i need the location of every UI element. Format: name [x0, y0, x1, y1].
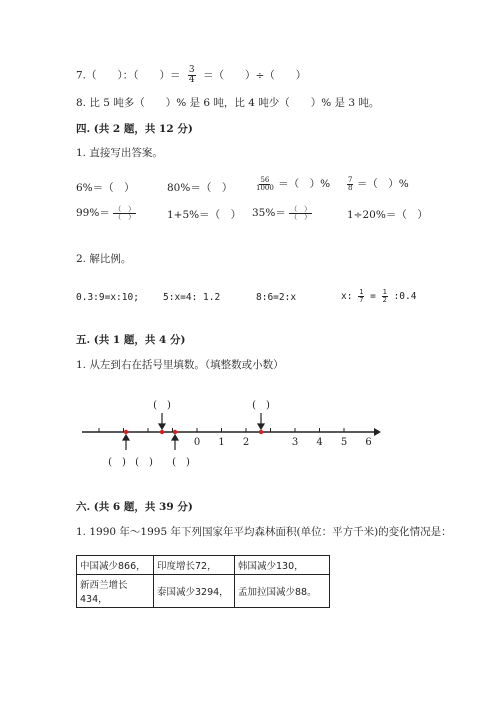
- calc-56-1000-frac: [255, 177, 275, 192]
- calc-80pct: 80%＝（ ）: [167, 182, 233, 194]
- frac-den: 1000: [256, 183, 274, 192]
- table-cell: 孟加拉国减少88。: [235, 575, 330, 608]
- ratio-a: 0.3:9=x:10;: [76, 292, 139, 303]
- down-arrow-head: [258, 424, 264, 429]
- tick-label-2: 2: [242, 437, 250, 448]
- calc-99pct-frac: [113, 206, 136, 221]
- calc-7-8-tail: ＝（ ）%: [356, 178, 409, 190]
- q7-frac-num: 3: [188, 65, 195, 75]
- frac-num: （ ）: [114, 204, 136, 213]
- section6-heading: 六. (共 6 题，共 39 分): [76, 501, 193, 513]
- frac-den: 7: [359, 296, 364, 304]
- frac-num: 56: [260, 175, 270, 184]
- calc-6pct: 6%＝（ ）: [76, 182, 135, 194]
- section4-heading: 四. (共 2 题，共 12 分): [76, 123, 193, 135]
- frac-den: 8: [348, 183, 353, 192]
- tick-label-0: 0: [193, 437, 201, 448]
- frac-num: 1: [382, 288, 387, 296]
- q7-line: [76, 66, 306, 85]
- frac-den: 2: [382, 296, 387, 304]
- ratio-d-frac1: [358, 289, 364, 304]
- point-marker: [160, 430, 164, 434]
- calc-7-8-frac: [347, 177, 353, 192]
- q7-suffix: ＝（ ）÷（ ）: [202, 69, 307, 82]
- calc-7-8: [347, 176, 409, 192]
- table-row: [77, 575, 330, 608]
- table-cell: 泰国减少3294，: [154, 575, 235, 608]
- table-row: [77, 556, 330, 575]
- calc-56-1000: [255, 176, 330, 192]
- blank-top-1[interactable]: ( ): [153, 400, 171, 411]
- section6-q1-label: 1. 1990 年～1995 年下列国家年平均森林面积(单位：平方千米)的变化情况是：: [76, 526, 452, 538]
- calc-99pct-pre: 99%＝: [76, 207, 110, 219]
- blank-top-2[interactable]: ( ): [252, 400, 270, 411]
- section5-q1-label: 1. 从左到右在括号里填数。（填整数或小数）: [76, 359, 284, 371]
- q7-prefix: 7.（ ）：（ ）＝: [76, 69, 181, 82]
- forest-table: [76, 555, 330, 608]
- axis-arrowhead: [374, 428, 381, 436]
- section5-heading: 五. (共 1 题，共 4 分): [76, 334, 186, 346]
- table-cell: 韩国减少130，: [235, 556, 330, 575]
- point-marker: [124, 430, 128, 434]
- calc-35pct: [252, 205, 312, 221]
- calc-35pct-pre: 35%＝: [252, 207, 286, 219]
- tick-label-3: 3: [291, 437, 299, 448]
- section4-q2-label: 2. 解比例。: [76, 253, 132, 265]
- blank-bottom-2[interactable]: ( ): [135, 457, 153, 468]
- table-cell: 中国减少866，: [77, 556, 154, 575]
- table-cell: 印度增长72，: [154, 556, 235, 575]
- ratio-d-frac2: [382, 289, 388, 304]
- table-cell: 新西兰增长434，: [77, 575, 154, 608]
- up-arrow-head: [172, 435, 178, 440]
- down-arrow-head: [159, 424, 165, 429]
- q7-fraction: [188, 66, 196, 85]
- calc-56-1000-tail: ＝（ ）%: [278, 178, 331, 190]
- ratio-d-mid: =: [370, 291, 376, 302]
- frac-den: （ ）: [290, 212, 312, 221]
- frac-den: （ ）: [114, 212, 136, 221]
- ratio-d: [341, 289, 416, 304]
- calc-35pct-frac: [289, 206, 312, 221]
- frac-num: 1: [359, 288, 364, 296]
- up-arrow-head: [123, 435, 129, 440]
- ratio-b: 5:x=4: 1.2: [163, 292, 221, 303]
- q8-line: 8. 比 5 吨多（ ）% 是 6 吨，比 4 吨少（ ）% 是 3 吨。: [76, 97, 380, 109]
- blank-bottom-1[interactable]: ( ): [108, 457, 126, 468]
- point-marker: [259, 430, 263, 434]
- calc-1-plus-5pct: 1+5%＝（ ）: [167, 209, 242, 221]
- tick-label-5: 5: [340, 437, 348, 448]
- frac-num: 7: [348, 175, 353, 184]
- blank-bottom-3[interactable]: ( ): [172, 457, 190, 468]
- q7-frac-den: 4: [188, 75, 195, 85]
- ratio-d-pre: x:: [341, 291, 353, 302]
- calc-1-div-20pct: 1÷20%＝（ ）: [347, 209, 428, 221]
- frac-num: （ ）: [290, 204, 312, 213]
- point-marker: [173, 430, 177, 434]
- section4-q1-label: 1. 直接写出答案。: [76, 147, 163, 159]
- tick-label-6: 6: [365, 437, 372, 448]
- calc-99pct: [76, 205, 136, 221]
- tick-label-4: 4: [316, 437, 323, 448]
- ratio-d-tail: :0.4: [393, 291, 417, 302]
- tick-label-1: 1: [218, 437, 225, 448]
- ratio-c: 8:6=2:x: [256, 292, 297, 303]
- number-line: [76, 395, 396, 485]
